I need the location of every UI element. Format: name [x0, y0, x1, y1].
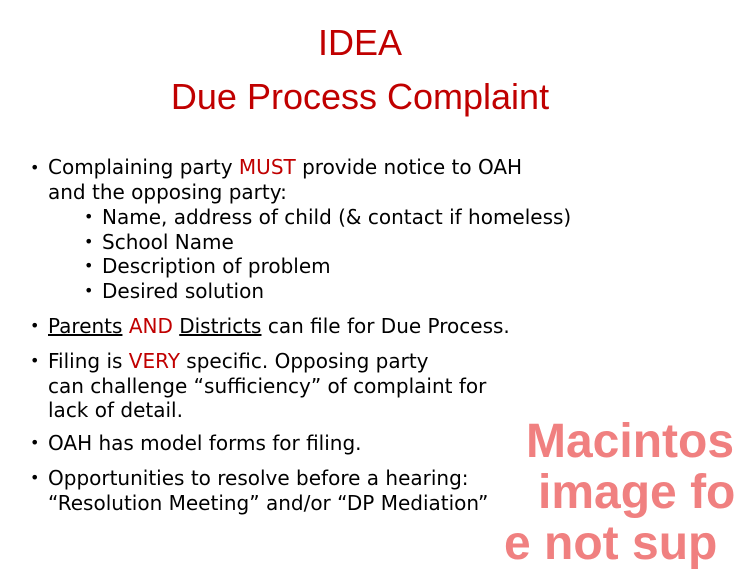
placeholder-line-3: e not sup — [504, 517, 718, 570]
bullet-5-line-1: Opportunities to resolve before a hearing: — [48, 466, 469, 490]
placeholder-line-2: image fo — [538, 466, 735, 519]
emphasis-very: VERY — [128, 349, 180, 373]
bullet-3-line-3: lack of detail. — [48, 398, 183, 422]
bullet-1-line-2: and the opposing party: — [48, 180, 287, 204]
bullet-dot: • — [30, 468, 40, 487]
bullet-3-line-1: Filing is VERY specific. Opposing party — [48, 349, 429, 373]
placeholder-line-1: Macintos — [526, 415, 735, 468]
bullet-dot: • — [84, 207, 94, 226]
title-line-1: IDEA — [317, 22, 403, 63]
missing-image-placeholder — [500, 412, 735, 570]
sub-bullet-2: School Name — [102, 230, 234, 254]
bullet-dot: • — [84, 232, 94, 251]
sub-bullet-3: Description of problem — [102, 254, 331, 278]
bullet-5-line-2: “Resolution Meeting” and/or “DP Mediation” — [48, 491, 489, 515]
sub-bullet-4: Desired solution — [102, 279, 265, 303]
title-line-2: Due Process Complaint — [170, 76, 550, 117]
bullet-dot: • — [30, 158, 40, 177]
bullet-dot: • — [30, 316, 40, 335]
bullet-dot: • — [84, 256, 94, 275]
bullet-3-line-2: can challenge “sufficiency” of complaint for — [48, 374, 487, 398]
bullet-4: OAH has model forms for filing. — [48, 431, 362, 455]
bullet-dot: • — [30, 351, 40, 370]
bullet-1-line-1: Complaining party MUST provide notice to OAH — [48, 155, 523, 179]
emphasis-must: MUST — [238, 155, 296, 179]
bullet-dot: • — [84, 281, 94, 300]
bullet-2: Parents AND Districts can file for Due Process. — [48, 314, 510, 338]
sub-bullet-1: Name, address of child (& contact if homeless) — [102, 205, 572, 229]
bullet-dot: • — [30, 433, 40, 452]
emphasis-and: AND — [128, 314, 173, 338]
